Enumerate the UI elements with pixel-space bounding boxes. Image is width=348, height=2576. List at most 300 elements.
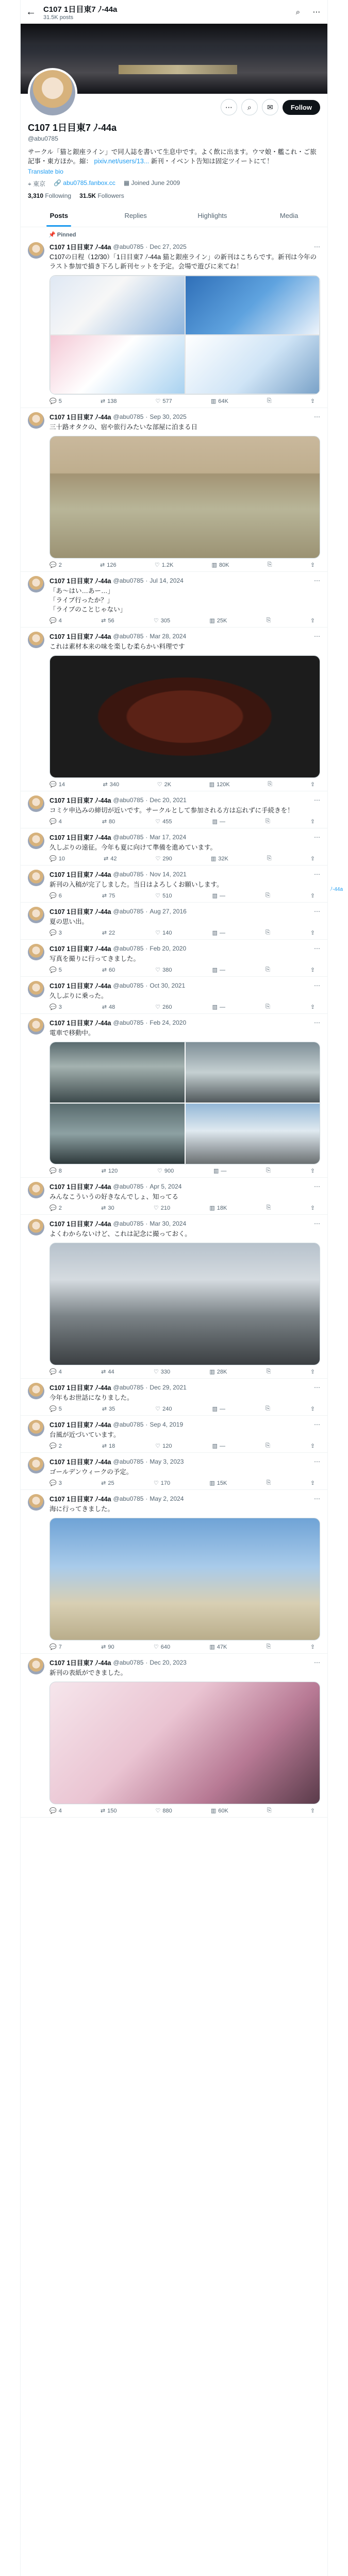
- views-button[interactable]: [212, 892, 225, 899]
- like-button[interactable]: [154, 1643, 170, 1650]
- bookmark-button[interactable]: [267, 1205, 271, 1211]
- heart-icon: ♡: [153, 618, 159, 624]
- tweet-more-icon[interactable]: ⋯: [314, 982, 320, 989]
- reply-count: 2: [58, 1443, 62, 1449]
- tweet-image[interactable]: [49, 1682, 320, 1804]
- tweet-date[interactable]: Feb 20, 2020: [150, 945, 187, 952]
- share-button[interactable]: [310, 818, 315, 825]
- bookmark-button[interactable]: [266, 818, 270, 825]
- tweet-actions: [49, 1480, 320, 1486]
- retweet-button[interactable]: [102, 1443, 115, 1449]
- tweet-date[interactable]: Feb 24, 2020: [150, 1019, 187, 1026]
- reply-icon: 💬: [49, 1369, 57, 1375]
- share-button[interactable]: [310, 929, 315, 936]
- website-link[interactable]: [54, 179, 115, 188]
- reply-button[interactable]: [49, 1443, 62, 1449]
- tweet-handle: @abu0785: [113, 577, 144, 584]
- tweet-avatar[interactable]: [28, 632, 44, 648]
- reply-button[interactable]: [49, 855, 65, 862]
- tweet-date[interactable]: Mar 28, 2024: [150, 633, 187, 640]
- tweet-date[interactable]: Sep 4, 2019: [150, 1421, 184, 1428]
- tweet-actions: [49, 855, 320, 862]
- follow-button[interactable]: Follow: [283, 100, 320, 115]
- tweet-author[interactable]: C107 1日目東7 ﾉ-44a: [49, 1496, 111, 1503]
- bookmark-button[interactable]: [267, 855, 272, 862]
- like-button[interactable]: [154, 617, 170, 624]
- bookmark-button[interactable]: [267, 398, 272, 404]
- tweet-text: 写真を撮りに行ってきました。: [49, 955, 140, 962]
- tweet-author[interactable]: C107 1日目東7 ﾉ-44a: [49, 797, 111, 804]
- tweet-body: [49, 576, 320, 624]
- retweet-button[interactable]: [101, 617, 114, 624]
- like-count: 260: [162, 1004, 172, 1010]
- bookmark-icon: ⎘: [265, 818, 270, 824]
- tweet-avatar[interactable]: [28, 907, 44, 923]
- views-icon: ▥: [210, 1808, 217, 1814]
- location: [28, 179, 45, 188]
- retweet-button[interactable]: [101, 1807, 117, 1814]
- tab-media[interactable]: Media: [279, 212, 299, 219]
- reply-count: 10: [58, 855, 65, 862]
- tweet-image[interactable]: [49, 275, 320, 395]
- right-gutter: [327, 0, 348, 2576]
- tweet-date[interactable]: Dec 20, 2021: [150, 796, 187, 804]
- reply-icon: 💬: [49, 562, 57, 568]
- like-button[interactable]: [156, 398, 172, 404]
- tweet-text: よくわからないけど、これは記念に撮っておく。: [49, 1230, 191, 1238]
- views-button[interactable]: [212, 1405, 225, 1412]
- share-button[interactable]: [310, 1405, 315, 1412]
- share-button[interactable]: [310, 1480, 315, 1486]
- tweet[interactable]: [21, 1453, 327, 1490]
- tweet-avatar[interactable]: [28, 795, 44, 812]
- like-button[interactable]: [155, 929, 172, 936]
- tweet-author[interactable]: C107 1日目東7 ﾉ-44a: [49, 834, 111, 841]
- tweet[interactable]: [21, 977, 327, 1014]
- tweet-more-icon[interactable]: ⋯: [314, 1384, 320, 1391]
- tab-replies[interactable]: Replies: [124, 212, 147, 219]
- tweet-more-icon[interactable]: ⋯: [314, 908, 320, 915]
- tweet[interactable]: [21, 828, 327, 866]
- reply-button[interactable]: [49, 1368, 62, 1375]
- share-button[interactable]: [310, 1004, 315, 1010]
- share-icon: ⇪: [310, 562, 315, 568]
- views-button[interactable]: [211, 398, 228, 404]
- tweet-body: [49, 1018, 320, 1174]
- tweet-avatar[interactable]: [28, 1457, 44, 1473]
- tweet-image[interactable]: [49, 1042, 320, 1164]
- tweet-date[interactable]: May 3, 2023: [150, 1458, 184, 1465]
- tweet-date[interactable]: Dec 29, 2021: [150, 1384, 187, 1391]
- like-button[interactable]: [154, 1205, 170, 1211]
- profile-column: [21, 0, 327, 1818]
- retweet-button[interactable]: [101, 1205, 114, 1211]
- reply-button[interactable]: [49, 1004, 62, 1010]
- tweet-date[interactable]: Dec 27, 2025: [150, 243, 187, 250]
- reply-count: 5: [58, 1405, 62, 1412]
- tweet-text: 今年もお世話になりました。: [49, 1394, 134, 1401]
- tweet-date[interactable]: Sep 30, 2025: [150, 413, 187, 420]
- retweet-icon: ⇄: [102, 1004, 107, 1010]
- share-button[interactable]: [310, 1167, 315, 1174]
- tweet-more-icon[interactable]: ⋯: [314, 1458, 320, 1465]
- tweet-avatar[interactable]: [28, 1182, 44, 1198]
- share-button[interactable]: [310, 892, 315, 899]
- tweet-header: [49, 870, 320, 879]
- tweet-avatar[interactable]: [28, 981, 44, 997]
- views-button[interactable]: [209, 781, 230, 788]
- views-count: —: [219, 1004, 225, 1010]
- tweet[interactable]: [21, 1654, 327, 1818]
- tweet-avatar[interactable]: [28, 944, 44, 960]
- tweet-avatar[interactable]: [28, 1383, 44, 1399]
- tweet-date[interactable]: Mar 30, 2024: [150, 1220, 187, 1227]
- views-button[interactable]: [212, 929, 225, 936]
- retweet-button[interactable]: [101, 1480, 114, 1486]
- tweet-avatar[interactable]: [28, 1658, 44, 1674]
- tweet-avatar[interactable]: [28, 1219, 44, 1235]
- share-button[interactable]: [310, 781, 315, 788]
- views-button[interactable]: [211, 855, 228, 862]
- bookmark-button[interactable]: [266, 1167, 271, 1174]
- retweet-button[interactable]: [102, 818, 115, 825]
- bookmark-button[interactable]: [266, 967, 270, 973]
- tweet-actions: [49, 562, 320, 568]
- tweet-author[interactable]: C107 1日目東7 ﾉ-44a: [49, 1221, 111, 1228]
- tweet-header: [49, 1219, 320, 1228]
- reply-icon: 💬: [49, 1808, 57, 1814]
- tweet[interactable]: [21, 1014, 327, 1178]
- tweet-text: 三十路オタクの、宿や旅行みたいな部屋に泊まる日: [49, 423, 198, 431]
- tweet-more-icon[interactable]: ⋯: [314, 1183, 320, 1190]
- like-button[interactable]: [154, 1368, 170, 1375]
- like-button[interactable]: [156, 855, 172, 862]
- tweet-date[interactable]: Jul 14, 2024: [150, 577, 184, 584]
- views-button[interactable]: [209, 1643, 227, 1650]
- share-button[interactable]: [310, 1368, 315, 1375]
- bookmark-button[interactable]: [266, 1004, 270, 1010]
- tweet-author[interactable]: C107 1日目東7 ﾉ-44a: [49, 982, 111, 990]
- reply-button[interactable]: [49, 781, 65, 788]
- tweet-author[interactable]: C107 1日目東7 ﾉ-44a: [49, 1459, 111, 1466]
- more-icon[interactable]: ⋯: [312, 8, 321, 16]
- search-posts-icon[interactable]: ⌕: [241, 99, 258, 115]
- retweet-button[interactable]: [101, 1368, 114, 1375]
- tweet-actions: [49, 967, 320, 973]
- share-button[interactable]: [310, 562, 315, 568]
- tweet-avatar[interactable]: [28, 870, 44, 886]
- tweet-separator: ·: [145, 908, 148, 915]
- tweet-more-icon[interactable]: ⋯: [314, 1495, 320, 1502]
- tweet-author[interactable]: C107 1日目東7 ﾉ-44a: [49, 1183, 111, 1191]
- translate-bio-link[interactable]: Translate bio: [28, 168, 63, 175]
- retweet-button[interactable]: [101, 398, 117, 404]
- tweet-actions: [49, 1368, 320, 1375]
- tweet[interactable]: [21, 1178, 327, 1215]
- tweet-more-icon[interactable]: ⋯: [314, 834, 320, 841]
- retweet-button[interactable]: [102, 1004, 115, 1010]
- tweet-more-icon[interactable]: ⋯: [314, 413, 320, 420]
- views-button[interactable]: [212, 1004, 225, 1010]
- tweet-more-icon[interactable]: ⋯: [314, 1421, 320, 1428]
- tweet[interactable]: [21, 791, 327, 828]
- tweet[interactable]: [21, 408, 327, 572]
- tweet[interactable]: [21, 1490, 327, 1654]
- reply-count: 3: [58, 929, 62, 936]
- tweet-handle: @abu0785: [113, 1495, 144, 1502]
- tweet-author[interactable]: C107 1日目東7 ﾉ-44a: [49, 633, 111, 640]
- bookmark-button[interactable]: [267, 1807, 272, 1814]
- views-button[interactable]: [212, 1443, 225, 1449]
- like-button[interactable]: [157, 781, 171, 788]
- followers-link[interactable]: [79, 192, 124, 199]
- like-button[interactable]: [155, 1405, 172, 1412]
- tweet-date[interactable]: Aug 27, 2016: [150, 908, 187, 915]
- retweet-icon: ⇄: [101, 1480, 106, 1486]
- reply-button[interactable]: [49, 1480, 62, 1486]
- bookmark-button[interactable]: [267, 617, 271, 624]
- tweet-handle: @abu0785: [113, 1659, 144, 1666]
- reply-button[interactable]: [49, 967, 62, 973]
- tweet-avatar[interactable]: [28, 412, 44, 429]
- bookmark-button[interactable]: [266, 1443, 270, 1449]
- share-button[interactable]: [310, 1443, 315, 1449]
- tweet-author[interactable]: C107 1日目東7 ﾉ-44a: [49, 578, 111, 585]
- heart-icon: ♡: [155, 819, 161, 825]
- share-button[interactable]: [310, 1807, 315, 1814]
- like-button[interactable]: [155, 892, 172, 899]
- like-count: 290: [162, 855, 172, 862]
- like-button[interactable]: [155, 1004, 172, 1010]
- retweet-button[interactable]: [103, 781, 120, 788]
- tweet-text: コミケ申込みの締切が近いです。サークルとして参加される方は忘れずに手続きを！: [49, 807, 294, 814]
- share-button[interactable]: [310, 617, 315, 624]
- tweet-date[interactable]: Apr 5, 2024: [150, 1183, 182, 1190]
- retweet-button[interactable]: [102, 892, 115, 899]
- tab-highlights[interactable]: Highlights: [197, 212, 227, 219]
- bookmark-button[interactable]: [267, 1643, 271, 1650]
- like-button[interactable]: [155, 818, 172, 825]
- bookmark-icon: ⎘: [266, 1643, 271, 1650]
- tweet-image[interactable]: [49, 436, 320, 558]
- views-count: 18K: [217, 1205, 227, 1211]
- retweet-button[interactable]: [102, 967, 115, 973]
- bookmark-button[interactable]: [267, 1480, 271, 1486]
- tweet-more-icon[interactable]: ⋯: [314, 945, 320, 952]
- back-arrow-icon[interactable]: ←: [26, 6, 36, 18]
- views-icon: ▥: [210, 856, 217, 862]
- retweet-button[interactable]: [104, 855, 117, 862]
- retweet-button[interactable]: [102, 1167, 118, 1174]
- views-button[interactable]: [209, 1205, 227, 1211]
- share-button[interactable]: [310, 855, 315, 862]
- like-button[interactable]: [157, 1167, 174, 1174]
- views-button[interactable]: [212, 562, 229, 568]
- reply-button[interactable]: [49, 1807, 62, 1814]
- tweet[interactable]: [21, 238, 327, 408]
- views-button[interactable]: [209, 1368, 227, 1375]
- tweet-more-icon[interactable]: ⋯: [314, 871, 320, 878]
- bookmark-button[interactable]: [267, 1368, 271, 1375]
- like-button[interactable]: [156, 1807, 172, 1814]
- tweet-avatar[interactable]: [28, 1420, 44, 1436]
- tab-posts[interactable]: Posts: [21, 205, 97, 227]
- reply-button[interactable]: [49, 892, 62, 899]
- retweet-button[interactable]: [102, 929, 115, 936]
- like-button[interactable]: [154, 1480, 170, 1486]
- reply-button[interactable]: [49, 929, 62, 936]
- tweet[interactable]: [21, 1215, 327, 1379]
- like-count: 240: [162, 1405, 172, 1412]
- views-button[interactable]: [209, 1480, 227, 1486]
- tweet-author[interactable]: C107 1日目東7 ﾉ-44a: [49, 871, 111, 878]
- views-button[interactable]: [211, 1807, 228, 1814]
- retweet-button[interactable]: [102, 1405, 115, 1412]
- profile-avatar[interactable]: [28, 68, 77, 117]
- message-icon[interactable]: ✉: [262, 99, 278, 115]
- tweet-image[interactable]: [49, 1243, 320, 1365]
- tweet-date[interactable]: Nov 14, 2021: [150, 871, 187, 878]
- tweet-separator: ·: [145, 1220, 148, 1227]
- tweet-image[interactable]: [49, 1518, 320, 1640]
- tweet-date[interactable]: Dec 20, 2023: [150, 1659, 187, 1666]
- tweet-avatar[interactable]: [28, 242, 44, 259]
- tweet-handle: @abu0785: [113, 796, 144, 804]
- tweet-author[interactable]: C107 1日目東7 ﾉ-44a: [49, 945, 111, 953]
- tweet-more-icon[interactable]: ⋯: [314, 633, 320, 640]
- retweet-icon: ⇄: [101, 1644, 106, 1650]
- tweet-image[interactable]: [49, 655, 320, 778]
- reply-button[interactable]: [49, 1167, 62, 1174]
- reply-button[interactable]: [49, 617, 62, 624]
- heart-icon: ♡: [155, 1443, 161, 1449]
- tweet-body: [49, 412, 320, 568]
- tweet[interactable]: [21, 940, 327, 977]
- tweet-author[interactable]: C107 1日目東7 ﾉ-44a: [49, 1421, 111, 1429]
- search-icon[interactable]: ⌕: [295, 7, 301, 16]
- share-icon: ⇪: [310, 1808, 315, 1814]
- retweet-count: 30: [108, 1205, 114, 1211]
- bookmark-button[interactable]: [266, 929, 270, 936]
- tweet-avatar[interactable]: [28, 1494, 44, 1511]
- tweet-date[interactable]: Oct 30, 2021: [150, 982, 186, 989]
- reply-button[interactable]: [49, 1205, 62, 1211]
- bookmark-button[interactable]: [268, 562, 272, 568]
- retweet-count: 35: [109, 1405, 115, 1412]
- reply-button[interactable]: [49, 818, 62, 825]
- views-icon: ▥: [212, 1406, 218, 1412]
- tweet-author[interactable]: C107 1日目東7 ﾉ-44a: [49, 1020, 111, 1027]
- bookmark-icon: ⎘: [267, 398, 272, 404]
- bookmark-button[interactable]: [268, 781, 272, 788]
- timeline: [21, 238, 327, 1818]
- reply-icon: 💬: [49, 782, 57, 788]
- following-link[interactable]: [28, 192, 71, 199]
- share-button[interactable]: [310, 1205, 315, 1211]
- tweet-text: これは素材本来の味を楽しむ柔らかい料理です: [49, 643, 185, 650]
- tweet-more-icon[interactable]: ⋯: [314, 1220, 320, 1227]
- tweet-date[interactable]: May 2, 2024: [150, 1495, 184, 1502]
- tweet-more-icon[interactable]: ⋯: [314, 1659, 320, 1666]
- like-button[interactable]: [155, 562, 174, 568]
- like-count: 900: [164, 1167, 174, 1174]
- share-icon: ⇪: [310, 930, 315, 936]
- tweet-handle: @abu0785: [113, 834, 144, 841]
- reply-button[interactable]: [49, 562, 62, 568]
- tweet-avatar[interactable]: [28, 833, 44, 849]
- views-icon: ▥: [213, 1168, 219, 1174]
- tweet[interactable]: [21, 628, 327, 791]
- retweet-count: 56: [108, 617, 114, 624]
- retweet-button[interactable]: [101, 1643, 114, 1650]
- more-options-icon[interactable]: ⋯: [221, 99, 237, 115]
- retweet-icon: ⇄: [102, 1443, 107, 1449]
- tweet-header: [49, 944, 320, 953]
- share-button[interactable]: [310, 398, 315, 404]
- retweet-icon: ⇄: [102, 893, 107, 899]
- tweet[interactable]: [21, 1416, 327, 1453]
- bookmark-button[interactable]: [266, 892, 270, 899]
- retweet-button[interactable]: [100, 562, 117, 568]
- share-button[interactable]: [310, 1643, 315, 1650]
- views-count: —: [219, 967, 225, 973]
- tweet-avatar[interactable]: [28, 1018, 44, 1035]
- tweet[interactable]: [21, 572, 327, 628]
- reply-count: 3: [58, 1004, 62, 1010]
- tweet-date[interactable]: Mar 17, 2024: [150, 834, 187, 841]
- views-count: —: [219, 1405, 225, 1412]
- tweet-more-icon[interactable]: ⋯: [314, 577, 320, 584]
- views-button[interactable]: [213, 1167, 226, 1174]
- like-button[interactable]: [155, 967, 172, 973]
- views-button[interactable]: [209, 617, 227, 624]
- tweet-avatar[interactable]: [28, 576, 44, 592]
- tweet-author[interactable]: C107 1日目東7 ﾉ-44a: [49, 244, 111, 251]
- views-button[interactable]: [212, 818, 225, 825]
- tweet-more-icon[interactable]: ⋯: [314, 1019, 320, 1026]
- views-icon: ▥: [209, 1205, 215, 1211]
- share-button[interactable]: [310, 967, 315, 973]
- tweet-separator: ·: [145, 1659, 148, 1666]
- tweet-author[interactable]: C107 1日目東7 ﾉ-44a: [49, 1384, 111, 1392]
- reply-button[interactable]: [49, 1643, 62, 1650]
- like-button[interactable]: [155, 1443, 172, 1449]
- reply-button[interactable]: [49, 1405, 62, 1412]
- retweet-icon: ⇄: [101, 1168, 106, 1174]
- tweet-actions: [49, 1643, 320, 1650]
- link-icon: 🔗: [54, 179, 63, 187]
- heart-icon: ♡: [155, 893, 161, 899]
- share-icon: ⇪: [310, 1205, 315, 1211]
- tweet-body: [49, 795, 320, 825]
- bookmark-button[interactable]: [266, 1405, 270, 1412]
- tweet[interactable]: [21, 866, 327, 903]
- tweet-author[interactable]: C107 1日目東7 ﾉ-44a: [49, 1659, 111, 1667]
- tweet[interactable]: [21, 1379, 327, 1416]
- bio-link[interactable]: pixiv.net/users/13...: [94, 158, 150, 165]
- tweet-body: [49, 944, 320, 973]
- reply-button[interactable]: [49, 398, 62, 404]
- tweet-more-icon[interactable]: ⋯: [314, 243, 320, 250]
- views-button[interactable]: [212, 967, 225, 973]
- tweet-author[interactable]: C107 1日目東7 ﾉ-44a: [49, 414, 111, 421]
- bookmark-icon: ⎘: [265, 1443, 270, 1449]
- tweet[interactable]: [21, 903, 327, 940]
- tweet-body: [49, 870, 320, 899]
- tweet-author[interactable]: C107 1日目東7 ﾉ-44a: [49, 908, 111, 916]
- tweet-more-icon[interactable]: ⋯: [314, 796, 320, 804]
- tweet-actions: [49, 781, 320, 788]
